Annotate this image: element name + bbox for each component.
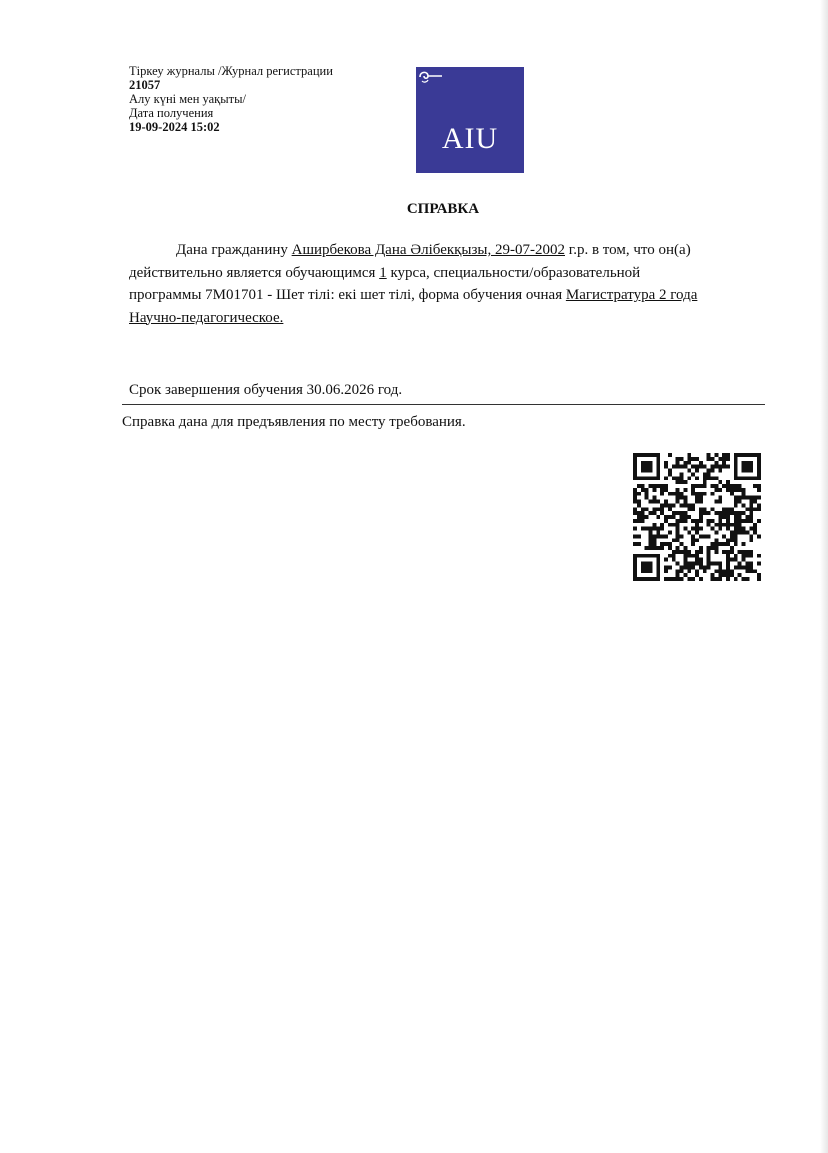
registration-block — [129, 64, 333, 134]
document-title: СПРАВКА — [406, 201, 480, 217]
body-text-status: действительно является обучающимся — [129, 264, 380, 281]
registration-number: 21057 — [129, 78, 161, 92]
purpose-note: Справка дана для предъявления по месту требования. — [122, 414, 466, 430]
date-label-kz: Алу күні мен уақыты/ — [129, 92, 246, 106]
registration-datetime: 19-09-2024 15:02 — [129, 120, 220, 134]
body-line-1 — [129, 239, 769, 262]
aiu-logo — [416, 67, 524, 173]
body-text-specialty: курса, специальности/образовательной — [386, 264, 641, 281]
body-text-program: программы 7М01701 - Шет тілі: екі шет тілі, форма обучения очная — [129, 287, 566, 303]
course-number: 1 — [379, 264, 387, 281]
study-level: Магистратура 2 года — [565, 287, 698, 303]
date-label-ru: Дата получения — [129, 106, 214, 120]
student-name: Аширбекова Дана Әлібекқызы, 29-07-2002 — [291, 242, 565, 258]
study-deadline: Срок завершения обучения 30.06.2026 год. — [129, 382, 403, 398]
body-line-2 — [129, 262, 769, 285]
page-edge — [820, 0, 828, 1153]
body-line-3 — [129, 284, 769, 307]
qr-code-icon — [632, 453, 762, 581]
logo-text: AIU — [441, 122, 499, 155]
certificate-body — [129, 239, 769, 329]
body-line-4 — [129, 307, 769, 330]
journal-label: Тіркеу журналы /Журнал регистрации — [129, 64, 333, 78]
body-text-intro: Дана гражданину — [176, 242, 292, 258]
divider-line — [122, 404, 765, 405]
study-direction: Научно-педагогическое. — [129, 309, 284, 326]
body-text-birth: г.р. в том, что он(а) — [565, 242, 691, 258]
ornament-icon — [418, 69, 444, 85]
